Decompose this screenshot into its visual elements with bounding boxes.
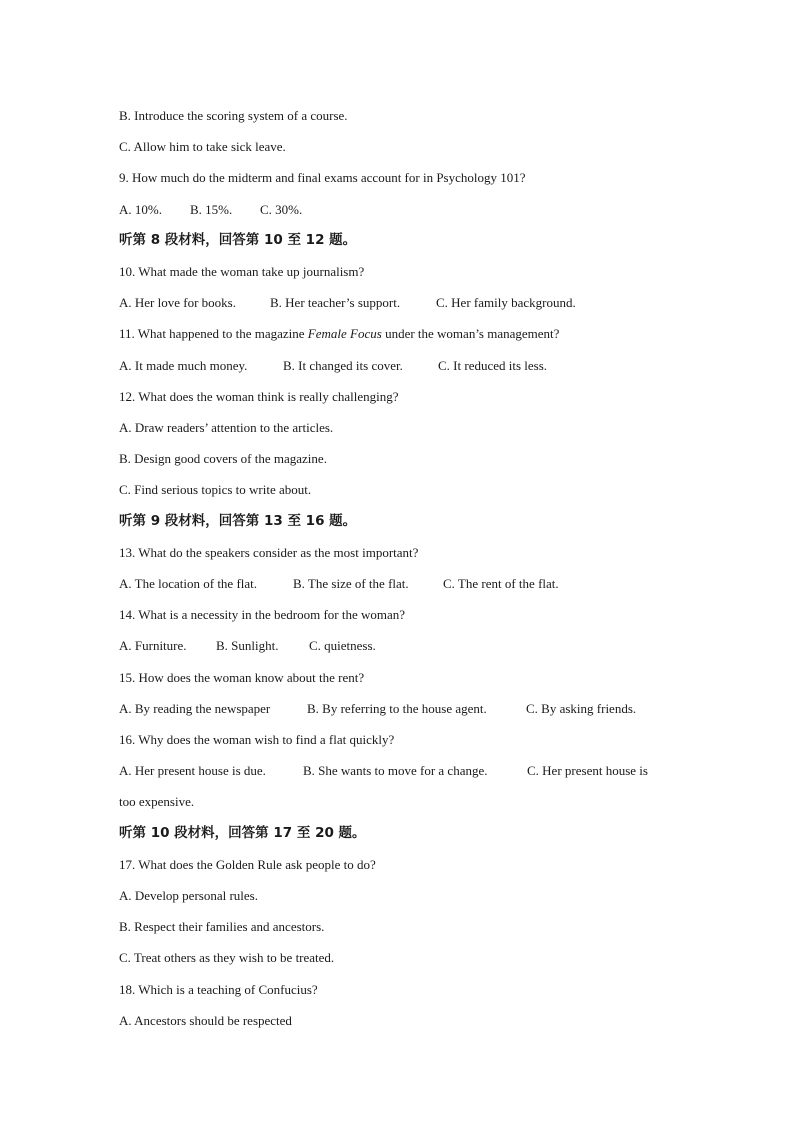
q16-option-c: C. Her present house is (527, 763, 648, 779)
q10-option-b: B. Her teacher’s support. (270, 295, 401, 311)
q16-question: 16. Why does the woman wish to find a flat quickly? (119, 732, 395, 748)
q18-option-a: A. Ancestors should be respected (119, 1012, 292, 1028)
q12-option-b: B. Design good covers of the magazine. (119, 451, 327, 467)
q12-option-a: A. Draw readers’ attention to the articles. (119, 420, 334, 436)
q11-option-b: B. It changed its cover. (283, 357, 403, 373)
q16-options (119, 755, 679, 786)
q13-option-b: B. The size of the flat. (293, 576, 409, 592)
q9-option-a: A. 10%. (119, 201, 162, 217)
q12-option-c: C. Find serious topics to write about. (119, 482, 312, 498)
q9-option-b: B. 15%. (190, 201, 233, 217)
q16-option-c-continued: too expensive. (119, 794, 195, 810)
q10-option-c: C. Her family background. (436, 295, 576, 311)
q12-question: 12. What does the woman think is really challenging? (119, 388, 399, 404)
q13-option-a: A. The location of the flat. (119, 576, 258, 592)
q9-question: 9. How much do the midterm and final exams account for in Psychology 101? (119, 170, 526, 186)
q11-options (119, 350, 679, 381)
section-10-heading: 听第 10 段材料，回答第 17 至 20 题。 (119, 824, 366, 841)
section-8-heading: 听第 8 段材料，回答第 10 至 12 题。 (119, 231, 357, 248)
q14-question: 14. What is a necessity in the bedroom for the woman? (119, 607, 406, 623)
q11-question-pre: 11. What happened to the magazine (119, 326, 308, 342)
q15-question: 15. How does the woman know about the rent? (119, 669, 365, 685)
q11-question (119, 318, 679, 349)
q8-option-c: C. Allow him to take sick leave. (119, 139, 286, 155)
q16-option-a: A. Her present house is due. (119, 763, 266, 779)
q11-option-c: C. It reduced its less. (438, 357, 548, 373)
q9-options (119, 194, 679, 225)
q13-option-c: C. The rent of the flat. (443, 576, 559, 592)
q13-question: 13. What do the speakers consider as the most important? (119, 544, 419, 560)
q15-option-a: A. By reading the newspaper (119, 700, 271, 716)
q17-option-b: B. Respect their families and ancestors. (119, 919, 325, 935)
q10-question: 10. What made the woman take up journalism? (119, 264, 365, 280)
q10-option-a: A. Her love for books. (119, 295, 236, 311)
q17-option-c: C. Treat others as they wish to be treated. (119, 950, 335, 966)
section-9-heading: 听第 9 段材料，回答第 13 至 16 题。 (119, 512, 357, 529)
q18-question: 18. Which is a teaching of Confucius? (119, 981, 318, 997)
q15-option-c: C. By asking friends. (526, 700, 637, 716)
q15-option-b: B. By referring to the house agent. (307, 700, 487, 716)
q11-magazine-title: Female Focus (307, 326, 382, 342)
q17-option-a: A. Develop personal rules. (119, 888, 258, 904)
q11-question-post: under the woman’s management? (381, 326, 560, 342)
q13-options (119, 568, 679, 599)
q8-option-b: B. Introduce the scoring system of a course. (119, 108, 348, 123)
q14-option-c: C. quietness. (309, 638, 376, 654)
document-page (119, 100, 679, 1036)
q17-question: 17. What does the Golden Rule ask people to do? (119, 856, 376, 872)
q16-option-b: B. She wants to move for a change. (303, 763, 488, 779)
q14-options (119, 630, 679, 661)
q14-option-b: B. Sunlight. (216, 638, 279, 654)
q10-options (119, 287, 679, 318)
q14-option-a: A. Furniture. (119, 638, 187, 654)
q11-option-a: A. It made much money. (119, 357, 248, 373)
q15-options (119, 693, 679, 724)
q9-option-c: C. 30%. (260, 201, 303, 217)
